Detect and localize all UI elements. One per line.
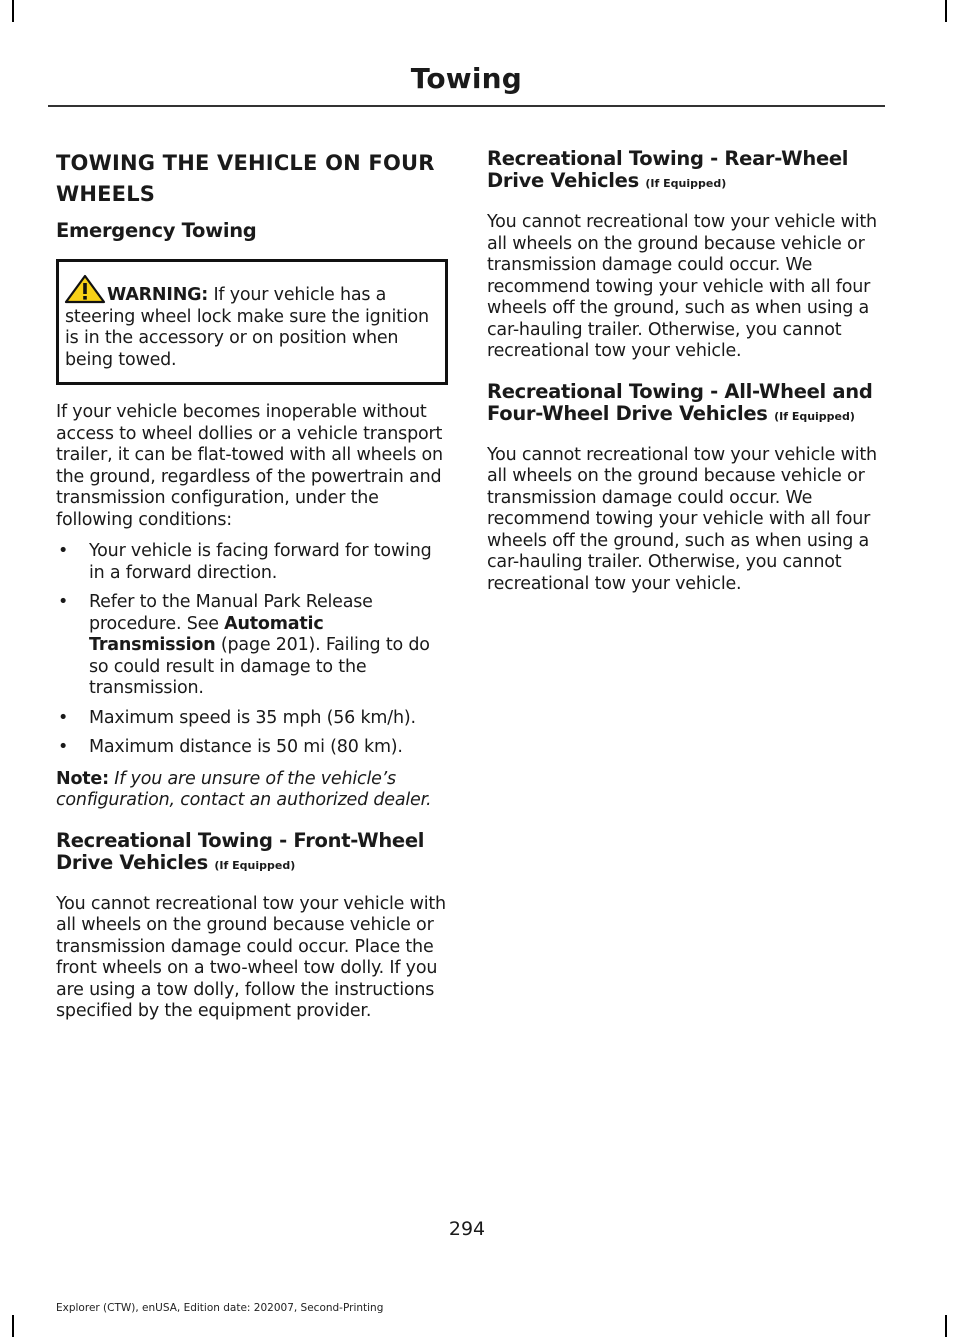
intro-paragraph: If your vehicle becomes inoperable without access to wheel dollies or a vehicle transport trailer, it can be flat-towed with all wheels on the ground, regardless of the powertrain and transmission configuration, under the following conditions: bbox=[56, 402, 443, 530]
footer-text: Explorer (CTW), enUSA, Edition date: 202007, Second-Printing bbox=[56, 1302, 384, 1314]
crop-mark bbox=[12, 1315, 14, 1337]
list-item-text: Your vehicle is facing forward for towing in a forward direction. bbox=[89, 541, 432, 583]
front-wheel-paragraph: You cannot recreational tow your vehicle with all wheels on the ground because vehicle or transmission damage could occur. Place the front wheels on a two-wheel tow dolly. If you are using a tow dolly, follow the instructions specified by the equipment provider. bbox=[56, 893, 446, 1021]
page-header-title: Towing bbox=[410, 62, 522, 95]
rear-wheel-paragraph: You cannot recreational tow your vehicle with all wheels on the ground because vehicle or transmission damage could occur. We recommend towing your vehicle with all four wheels off the ground, such as when using a car-hauling trailer. Otherwise, you cannot recreational tow your vehicle. bbox=[487, 212, 877, 361]
list-item bbox=[56, 592, 448, 700]
awd-paragraph: You cannot recreational tow your vehicle with all wheels on the ground because vehicle or transmission damage could occur. We recommend towing your vehicle with all four wheels off the ground, such as when using a car-hauling trailer. Otherwise, you cannot recreational tow your vehicle. bbox=[487, 444, 877, 594]
crop-mark bbox=[945, 1315, 947, 1337]
conditions-list bbox=[56, 541, 448, 759]
warning-triangle-icon bbox=[63, 274, 107, 304]
list-item-text: Refer to the Manual Park Release procedure. See bbox=[89, 592, 373, 634]
rear-wheel-heading bbox=[487, 148, 882, 195]
automatic-transmission-link[interactable]: Automatic Transmission bbox=[89, 613, 324, 655]
list-item-text: Maximum distance is 50 mi (80 km). bbox=[89, 737, 403, 757]
list-item-text: Maximum speed is 35 mph (56 km/h). bbox=[89, 707, 416, 728]
bullet-icon: • bbox=[58, 707, 69, 728]
warning-box bbox=[56, 259, 448, 385]
crop-mark bbox=[12, 0, 14, 22]
rear-wheel-equipped: (If Equipped) bbox=[645, 177, 727, 190]
list-item bbox=[56, 737, 448, 759]
note-paragraph bbox=[56, 769, 448, 812]
warning-paragraph bbox=[65, 274, 439, 371]
front-wheel-equipped: (If Equipped) bbox=[214, 858, 296, 872]
main-heading: TOWING THE VEHICLE ON FOUR WHEELS bbox=[56, 151, 435, 206]
header-rule bbox=[48, 105, 885, 107]
awd-heading-text: Recreational Towing - All-Wheel and Four-Wheel Drive Vehicles bbox=[487, 379, 873, 425]
awd-heading bbox=[487, 381, 882, 428]
rear-wheel-heading-text: Recreational Towing - Rear-Wheel Drive Vehicles bbox=[487, 147, 849, 192]
bullet-icon: • bbox=[58, 592, 69, 612]
warning-text: If your vehicle has a steering wheel lock make sure the ignition is in the accessory or on position when being towed. bbox=[65, 285, 429, 370]
crop-mark bbox=[945, 0, 947, 22]
list-item bbox=[56, 541, 448, 584]
list-item-text: (page 201). Failing to do so could result in damage to the transmission. bbox=[89, 635, 430, 698]
right-column bbox=[487, 148, 882, 605]
bullet-icon: • bbox=[58, 737, 69, 757]
front-wheel-heading bbox=[56, 830, 448, 877]
note-label: Note: bbox=[56, 768, 109, 789]
awd-equipped: (If Equipped) bbox=[774, 409, 855, 423]
emergency-towing-heading: Emergency Towing bbox=[56, 219, 257, 242]
front-wheel-heading-text: Recreational Towing - Front-Wheel Drive Vehicles bbox=[56, 828, 425, 874]
note-text: If you are unsure of the vehicle’s configuration, contact an authorized dealer. bbox=[56, 768, 432, 810]
left-column bbox=[56, 148, 448, 1033]
list-item bbox=[56, 708, 448, 730]
bullet-icon: • bbox=[58, 541, 69, 561]
page-number: 294 bbox=[448, 1218, 486, 1240]
warning-label: WARNING: bbox=[107, 285, 209, 305]
